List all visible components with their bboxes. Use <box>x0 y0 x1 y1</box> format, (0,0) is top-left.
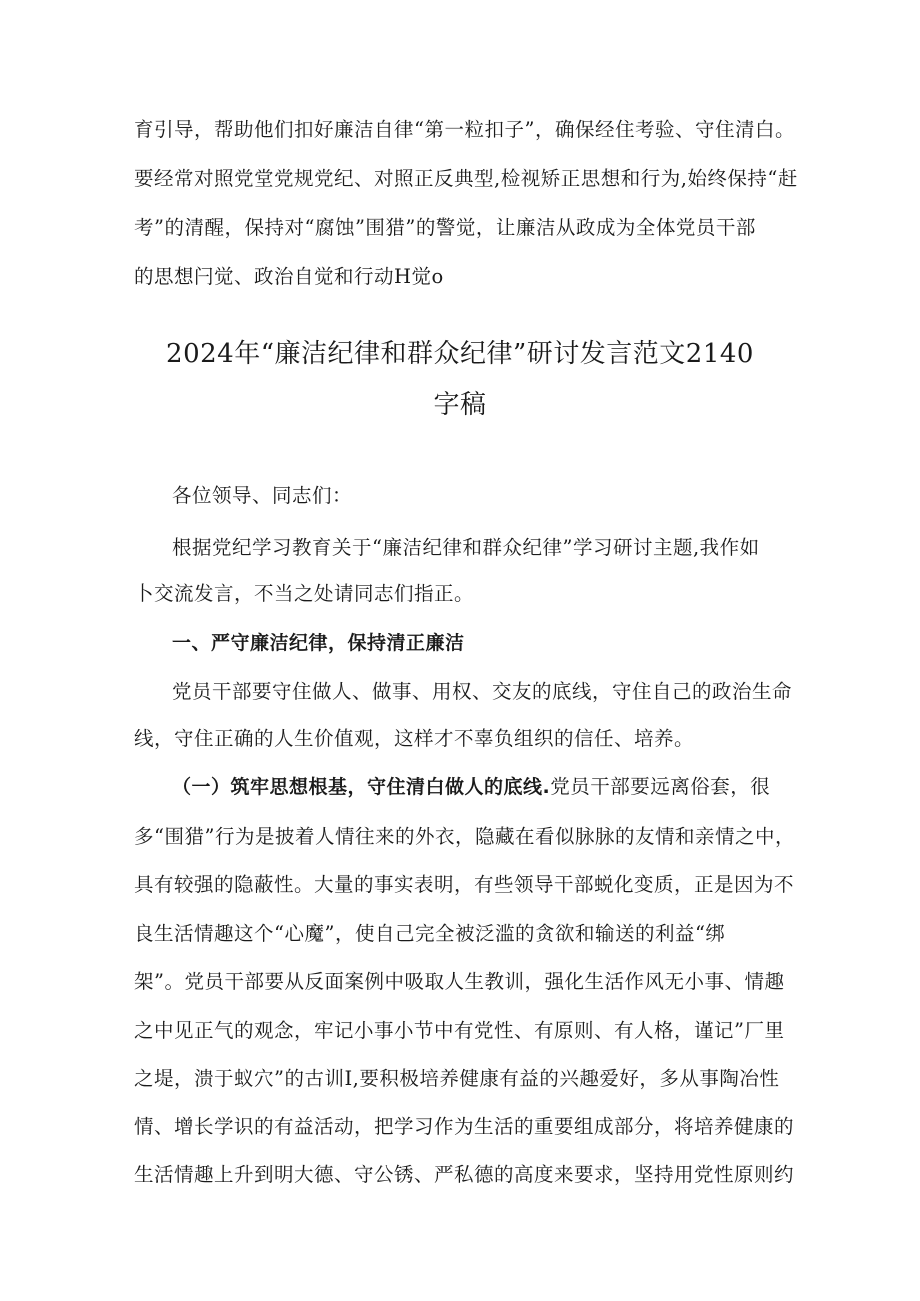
subsection-first-line-text: 党员干部要远离俗套，很 <box>550 775 771 798</box>
paragraph-line: 党员干部要守住做人、做事、用权、交友的底线，守住自己的政治生命 <box>172 680 793 703</box>
paragraph-line: 之堤，溃于蚁穴”的古训I,要积极培养健康有益的兴趣爱好，多从事陶冶性 <box>134 1067 780 1090</box>
intro-line: 育引导，帮助他们扣好廉洁自律“第一粒扣子”，确保经住考验、守住清白。 <box>134 118 795 141</box>
paragraph-line: 多“围猎”行为是披着人情往来的外衣，隐藏在看似脉脉的友情和亲情之中， <box>134 825 795 848</box>
intro-line: 考”的清醒，保持对“腐蚀”围猎”的警觉，让廉洁从政成为全体党员干部 <box>134 216 756 239</box>
paragraph-line: 卜交流发言，不当之处请同志们指正。 <box>134 582 475 605</box>
salutation: 各位领导、同志们： <box>172 484 353 507</box>
paragraph-line: 具有较强的隐蔽性。大量的事实表明，有些领导干部蜕化变质，正是因为不 <box>134 873 795 896</box>
paragraph-line: 情、增长学识的有益活动，把学习作为生活的重要组成部分，将培养健康的 <box>134 1115 795 1138</box>
paragraph-line: 根据党纪学习教育关于“廉洁纪律和群众纪律”学习研讨主题,我作如 <box>172 536 760 559</box>
subsection-heading: （一）筑牢思想根基，守住清白做人的底线. <box>172 776 551 798</box>
intro-line: 的思想闩觉、政治自觉和行动H觉o <box>134 265 444 288</box>
paragraph-line: 生活情趣上升到明大德、守公锈、严私德的高度来要求，坚持用党性原则约 <box>134 1163 795 1186</box>
document-title-line-2: 字稿 <box>433 390 487 420</box>
subsection-first-line <box>172 775 832 799</box>
paragraph-line: 架”。党员干部要从反面案例中吸取人生教训，强化生活作风无小事、情趣 <box>134 970 785 993</box>
document-title-line-1: 2024年“廉洁纪律和群众纪律”研讨发言范文2140 <box>166 339 754 369</box>
paragraph-line: 之中见正气的观念，牢记小事小节中有党性、有原则、有人格，谨记”厂里 <box>134 1019 785 1042</box>
section-heading: 一、严守廉洁纪律，保持清正廉洁 <box>172 632 465 654</box>
paragraph-line: 良生活情趣这个“心魔”，使自己完全被泛滥的贪欲和输送的利益“绑 <box>134 922 726 945</box>
paragraph-line: 线，守住正确的人生价值观，这样才不辜负组织的信任、培养。 <box>134 727 695 750</box>
intro-line: 要经常对照党堂党规党纪、对照正反典型,检视矫正思想和行为,始终保持“赶 <box>134 167 798 190</box>
